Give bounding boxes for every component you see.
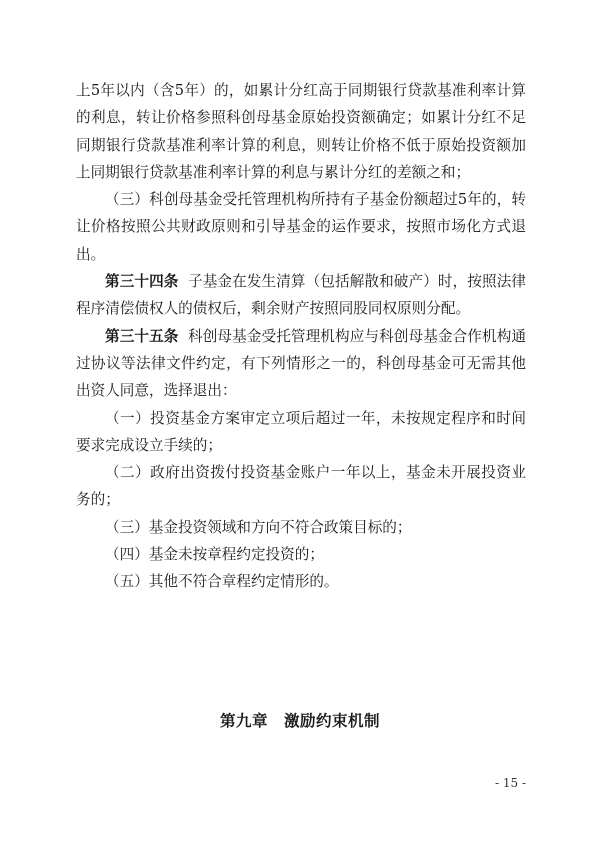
list-item-four	[76, 541, 526, 568]
article-heading: 第三十五条	[105, 327, 179, 345]
paragraph-text: （二）政府出资拨付投资基金账户一年以上，基金未开展投资业务的；	[76, 464, 526, 509]
article-34	[76, 268, 526, 323]
list-item-five	[76, 568, 526, 595]
paragraph-text: 上5年以内（含5年）的，如累计分红高于同期银行贷款基准利率计算的利息，转让价格参照科创母基金原始投资额确定；如累计分红不足同期银行贷款基准利率计算的利息，则转让价格不低于原始投资额加上同期银行贷款基准利率计算的利息与累计分红的差额之和；	[76, 82, 526, 181]
paragraph-text: （三）基金投资领域和方向不符合政策目标的；	[105, 518, 412, 536]
paragraph-text: （五）其他不符合章程约定情形的。	[105, 573, 339, 591]
paragraph-text: （四）基金未按章程约定投资的；	[105, 546, 324, 564]
article-heading: 第三十四条	[105, 273, 179, 291]
list-item-three	[76, 514, 526, 541]
page-number: - 15 -	[494, 776, 526, 790]
paragraph-text: 子基金在发生清算（包括解散和破产）时，按照法律程序清偿债权人的债权后，剩余财产按照同股同权原则分配。	[76, 273, 526, 318]
list-item-two	[76, 459, 526, 514]
body-text	[76, 77, 526, 596]
paragraph-continuation	[76, 77, 526, 186]
paragraph-text: 科创母基金受托管理机构应与科创母基金合作机构通过协议等法律文件约定，有下列情形之一的，科创母基金可无需其他出资人同意，选择退出：	[76, 327, 526, 400]
chapter-title: 第九章 激励约束机制	[219, 712, 380, 730]
article-35	[76, 323, 526, 405]
paragraph-text: （三）科创母基金受托管理机构所持有子基金份额超过5年的，转让价格按照公共财政原则和引导基金的运作要求，按照市场化方式退出。	[76, 191, 526, 263]
list-item-one	[76, 405, 526, 460]
paragraph-text: （一）投资基金方案审定立项后超过一年，未按规定程序和时间要求完成设立手续的；	[76, 409, 526, 454]
paragraph-item-three	[76, 186, 526, 268]
